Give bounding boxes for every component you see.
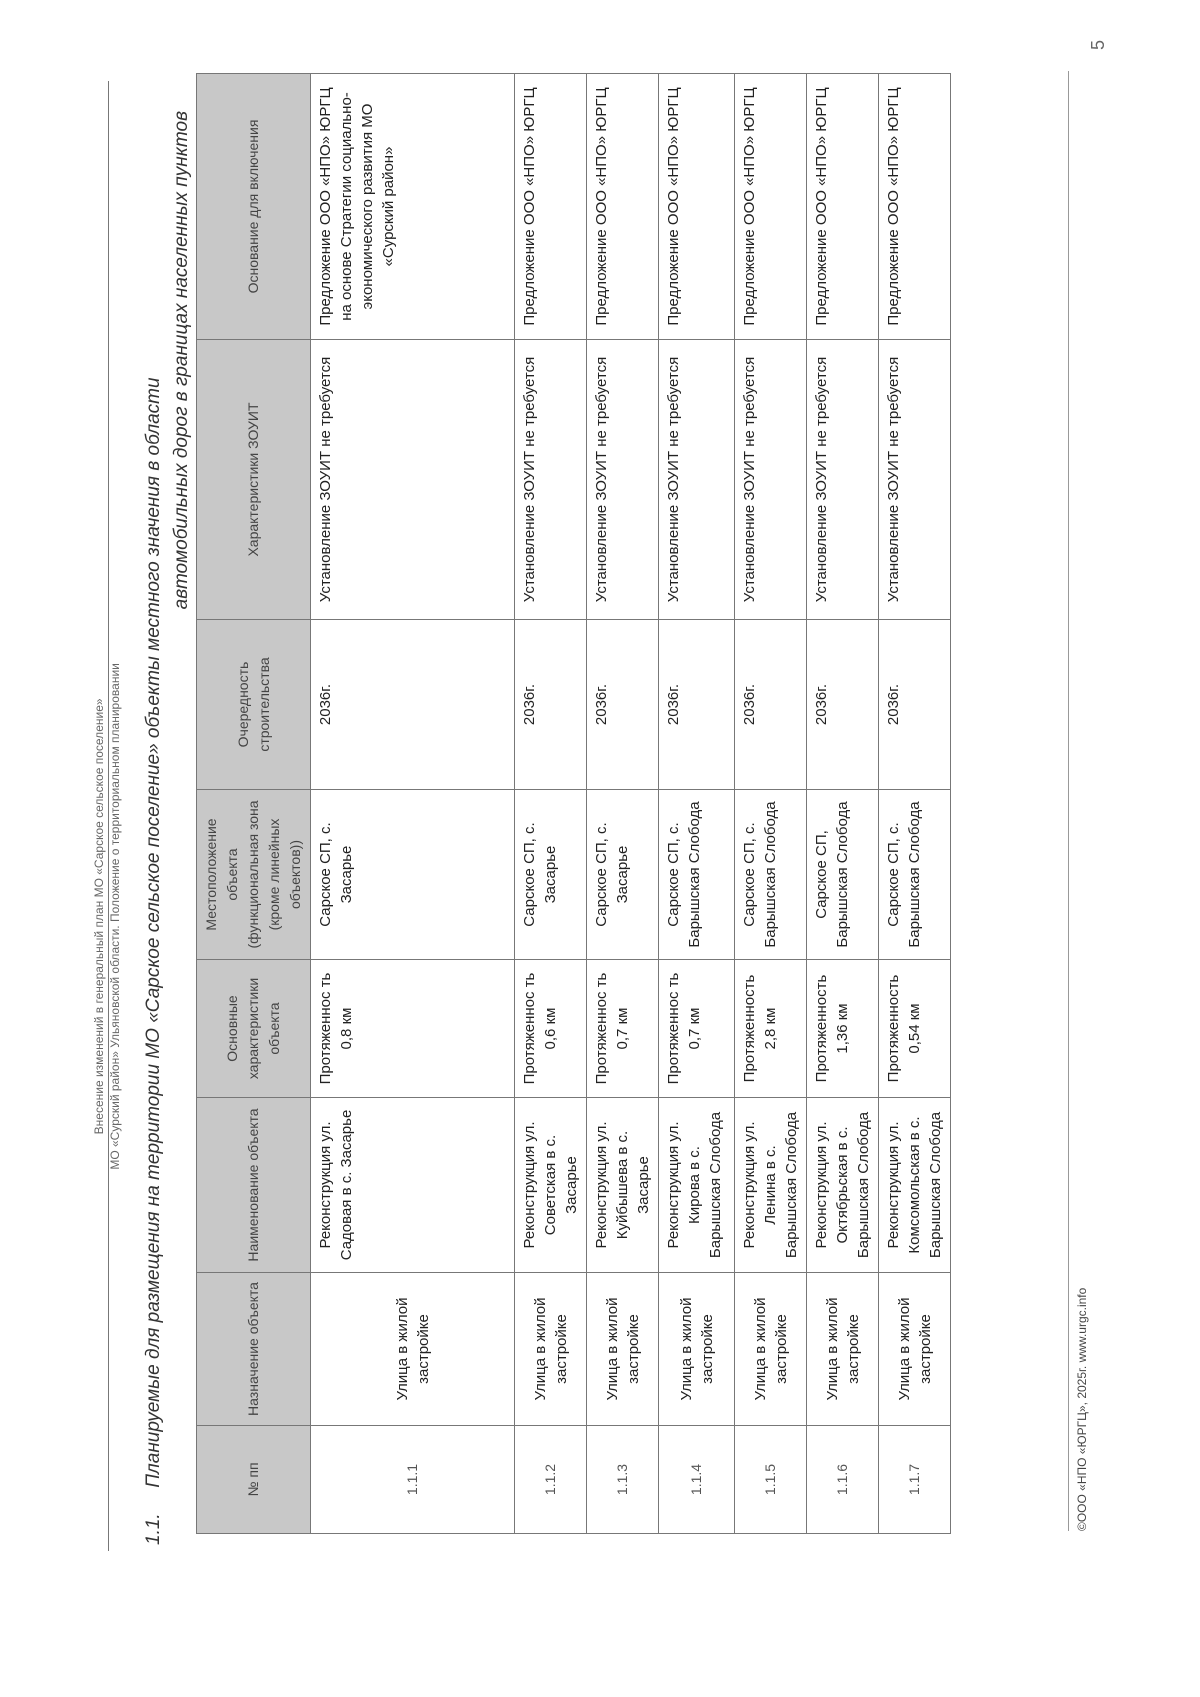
row-basis: Предложение ООО «НПО» ЮРГЦ на основе Стратегии социально-экономического развития МО «Сурский район» <box>311 74 515 340</box>
section-title-line-1 <box>140 75 168 1545</box>
row-stage: 2036г. <box>735 620 807 790</box>
row-stage: 2036г. <box>587 620 659 790</box>
row-purpose: Улица в жилой застройке <box>735 1273 807 1426</box>
row-location: Сарское СП, Барышская Слобода <box>807 790 879 960</box>
row-location: Сарское СП, с. Засарье <box>587 790 659 960</box>
row-purpose: Улица в жилой застройке <box>587 1273 659 1426</box>
table-row <box>807 74 879 1534</box>
row-purpose: Улица в жилой застройке <box>807 1273 879 1426</box>
section-title-text-1: Планируемые для размещения на территории МО «Сарское сельское поселение» объекты местного значения в области <box>143 377 164 1488</box>
row-stage: 2036г. <box>659 620 735 790</box>
section-title <box>140 75 196 1545</box>
row-num: 1.1.2 <box>515 1426 587 1534</box>
row-name: Реконструкция ул. Садовая в с. Засарье <box>311 1098 515 1273</box>
row-location: Сарское СП, с. Засарье <box>515 790 587 960</box>
page-number: 5 <box>1088 39 1108 50</box>
table-row <box>311 74 515 1534</box>
footer-divider <box>1068 71 1069 1531</box>
row-basis: Предложение ООО «НПО» ЮРГЦ <box>735 74 807 340</box>
row-zouit: Установление ЗОУИТ не требуется <box>587 340 659 620</box>
row-zouit: Установление ЗОУИТ не требуется <box>311 340 515 620</box>
row-characteristics: Протяженность 2,8 км <box>735 960 807 1098</box>
row-num: 1.1.4 <box>659 1426 735 1534</box>
row-num: 1.1.1 <box>311 1426 515 1534</box>
footer-copyright: ©ООО «НПО «ЮРГЦ», 2025г. www.urgc.info <box>1075 1287 1089 1531</box>
row-basis: Предложение ООО «НПО» ЮРГЦ <box>659 74 735 340</box>
row-name: Реконструкция ул. Октябрьская в с. Барышская Слобода <box>807 1098 879 1273</box>
row-characteristics: Протяженность 0,54 км <box>879 960 951 1098</box>
header-cell-purpose: Назначение объекта <box>197 1273 311 1426</box>
row-zouit: Установление ЗОУИТ не требуется <box>659 340 735 620</box>
row-characteristics: Протяженность 1,36 км <box>807 960 879 1098</box>
row-purpose: Улица в жилой застройке <box>515 1273 587 1426</box>
row-stage: 2036г. <box>311 620 515 790</box>
row-location: Сарское СП, с. Барышская Слобода <box>735 790 807 960</box>
row-stage: 2036г. <box>807 620 879 790</box>
row-characteristics: Протяженнос ть 0,8 км <box>311 960 515 1098</box>
header-cell-name: Наименование объекта <box>197 1098 311 1273</box>
header-cell-characteristics: Основные характеристики объекта <box>197 960 311 1098</box>
table-row <box>587 74 659 1534</box>
header-divider <box>108 81 109 1551</box>
row-name: Реконструкция ул. Ленина в с. Барышская Слобода <box>735 1098 807 1273</box>
row-basis: Предложение ООО «НПО» ЮРГЦ <box>879 74 951 340</box>
row-purpose: Улица в жилой застройке <box>659 1273 735 1426</box>
row-zouit: Установление ЗОУИТ не требуется <box>735 340 807 620</box>
row-num: 1.1.7 <box>879 1426 951 1534</box>
row-basis: Предложение ООО «НПО» ЮРГЦ <box>587 74 659 340</box>
row-characteristics: Протяженнос ть 0,7 км <box>587 960 659 1098</box>
table-row <box>879 74 951 1534</box>
row-num: 1.1.6 <box>807 1426 879 1534</box>
document-header-line-1: Внесение изменений в генеральный план МО «Сарское сельское поселение» <box>92 698 106 1135</box>
header-cell-num: № пп <box>197 1426 311 1534</box>
row-name: Реконструкция ул. Куйбышева в с. Засарье <box>587 1098 659 1273</box>
row-characteristics: Протяженнос ть 0,7 км <box>659 960 735 1098</box>
document-header-line-2: МО «Сурский район» Ульяновской области. Положение о территориальном планировании <box>108 663 122 1170</box>
table-header-row <box>197 74 311 1534</box>
row-num: 1.1.5 <box>735 1426 807 1534</box>
row-stage: 2036г. <box>879 620 951 790</box>
row-location: Сарское СП, с. Барышская Слобода <box>879 790 951 960</box>
header-cell-location: Местоположение объекта (функциональная зона (кроме линейных объектов)) <box>197 790 311 960</box>
section-title-line-2: автомобильных дорог в границах населенных пунктов <box>171 111 192 610</box>
row-zouit: Установление ЗОУИТ не требуется <box>879 340 951 620</box>
objects-table <box>196 73 951 1534</box>
table-row <box>515 74 587 1534</box>
row-basis: Предложение ООО «НПО» ЮРГЦ <box>807 74 879 340</box>
row-purpose: Улица в жилой застройке <box>311 1273 515 1426</box>
row-stage: 2036г. <box>515 620 587 790</box>
table-row <box>659 74 735 1534</box>
row-location: Сарское СП, с. Барышская Слобода <box>659 790 735 960</box>
row-name: Реконструкция ул. Советская в с. Засарье <box>515 1098 587 1273</box>
row-location: Сарское СП, с. Засарье <box>311 790 515 960</box>
table-row <box>735 74 807 1534</box>
header-cell-zouit: Характеристики ЗОУИТ <box>197 340 311 620</box>
header-cell-basis: Основание для включения <box>197 74 311 340</box>
header-cell-stage: Очередность строительства <box>197 620 311 790</box>
section-number: 1.1. <box>143 1513 164 1545</box>
row-characteristics: Протяженнос ть 0,6 км <box>515 960 587 1098</box>
row-zouit: Установление ЗОУИТ не требуется <box>807 340 879 620</box>
row-num: 1.1.3 <box>587 1426 659 1534</box>
row-basis: Предложение ООО «НПО» ЮРГЦ <box>515 74 587 340</box>
row-zouit: Установление ЗОУИТ не требуется <box>515 340 587 620</box>
row-name: Реконструкция ул. Комсомольская в с. Барышская Слобода <box>879 1098 951 1273</box>
row-purpose: Улица в жилой застройке <box>879 1273 951 1426</box>
row-name: Реконструкция ул. Кирова в с. Барышская Слобода <box>659 1098 735 1273</box>
